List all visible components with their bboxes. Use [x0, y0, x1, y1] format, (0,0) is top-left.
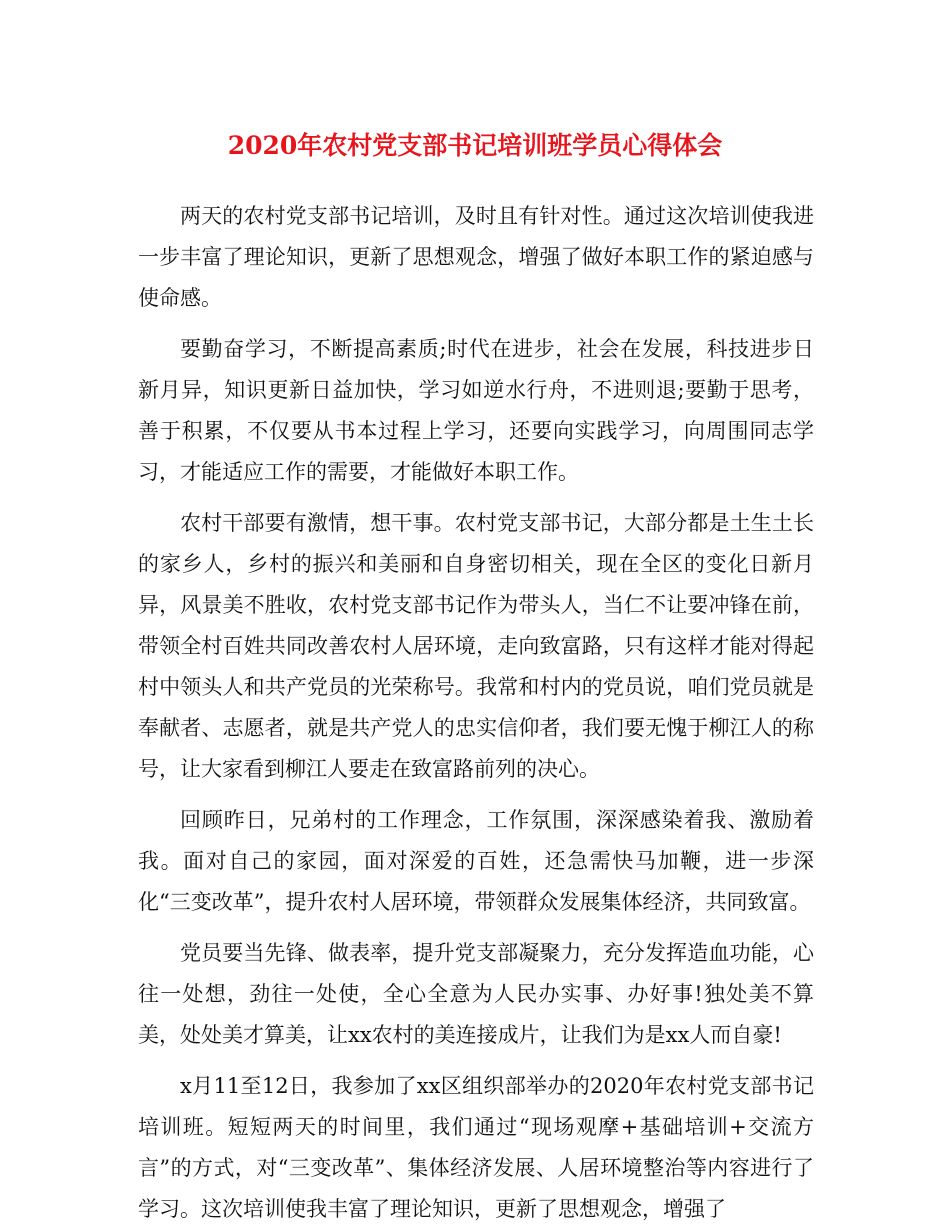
paragraph: x月11至12日，我参加了xx区组织部举办的2020年农村党支部书记培训班。短短两天的时间里，我们通过“现场观摩+基础培训+交流方言”的方式，对“三变改革”、集体经济发展、人居环境整治等内容进行了学习。这次培训使我丰富了理论知识，更新了思想观念，增强了 [138, 1074, 814, 1221]
document-title: 2020年农村党支部书记培训班学员心得体会 [227, 131, 723, 160]
paragraph: 农村干部要有激情，想干事。农村党支部书记，大部分都是土生土长的家乡人，乡村的振兴和美丽和自身密切相关，现在全区的变化日新月异，风景美不胜收，农村党支部书记作为带头人，当仁不让要冲锋在前，带领全村百姓共同改善农村人居环境，走向致富路，只有这样才能对得起村中领头人和共产党员的光荣称号。我常和村内的党员说，咱们党员就是奉献者、志愿者，就是共产党人的忠实信仰者，我们要无愧于柳江人的称号，让大家看到柳江人要走在致富路前列的决心。 [138, 511, 814, 781]
paragraph: 要勤奋学习，不断提高素质;时代在进步，社会在发展，科技进步日新月异，知识更新日益加快，学习如逆水行舟，不进则退;要勤于思考，善于积累，不仅要从书本过程上学习，还要向实践学习，向周围同志学习，才能适应工作的需要，才能做好本职工作。 [138, 337, 814, 484]
document-body [138, 196, 814, 1230]
paragraph: 回顾昨日，兄弟村的工作理念，工作氛围，深深感染着我、激励着我。面对自己的家园，面对深爱的百姓，还急需快马加鞭，进一步深化“三变改革”，提升农村人居环境，带领群众发展集体经济，共同致富。 [138, 808, 814, 914]
paragraph: 党员要当先锋、做表率，提升党支部凝聚力，充分发挥造血功能，心往一处想，劲往一处使，全心全意为人民办实事、办好事!独处美不算美，处处美才算美，让xx农村的美连接成片，让我们为是xx人而自豪! [138, 941, 814, 1047]
paragraph: 两天的农村党支部书记培训，及时且有针对性。通过这次培训使我进一步丰富了理论知识，更新了思想观念，增强了做好本职工作的紧迫感与使命感。 [138, 204, 814, 310]
